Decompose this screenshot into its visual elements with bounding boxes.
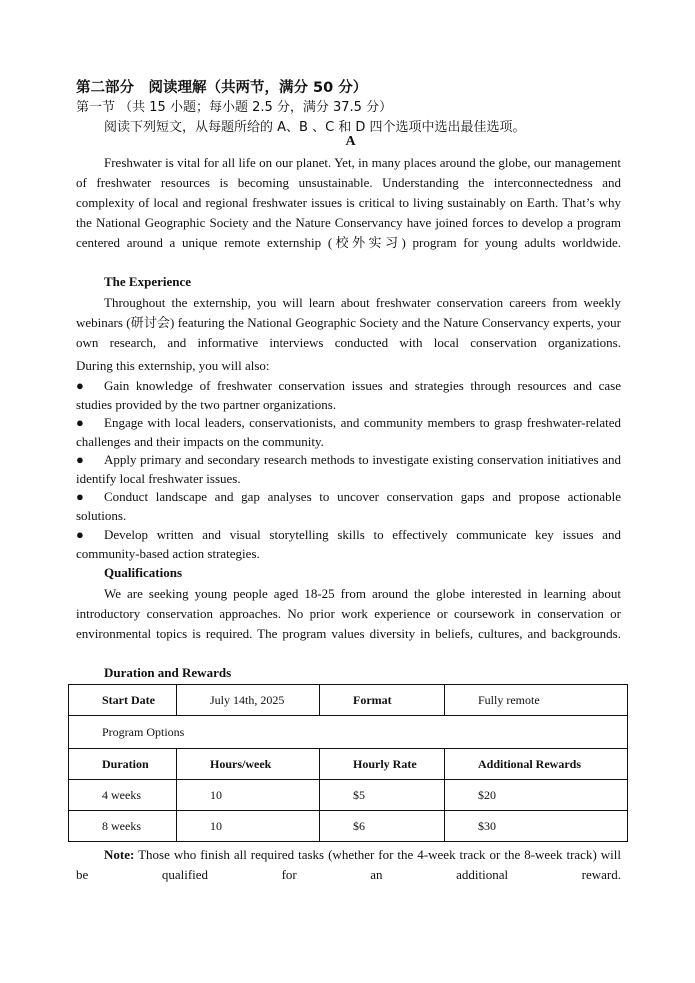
part-title: 第二部分 阅读理解（共两节，满分 50 分） <box>76 80 368 96</box>
table-cell: 8 weeks <box>69 811 177 842</box>
table-cell: 10 <box>177 811 320 842</box>
table-row <box>69 716 628 749</box>
column-header: Hourly Rate <box>320 749 445 780</box>
table-header-row <box>69 749 628 780</box>
intro-paragraph: Freshwater is vital for all life on our planet. Yet, in many places around the globe, our management of freshwater resources is becoming unsustainable. Understanding the interconnectedness and complexity of local and regional freshwater issues is critical to living sustainably on Earth. That’s why the National Geographic Society and the Nature Conservancy have joined forces to develop a program centered around a unique remote externship (校外实习) program for young adults worldwide. <box>76 155 621 250</box>
column-header: Additional Rewards <box>445 749 628 780</box>
table-cell: 4 weeks <box>69 780 177 811</box>
bullet-item: ● Apply primary and secondary research methods to investigate existing conservation initiatives and identify local freshwater issues. <box>76 452 621 486</box>
table-cell: 10 <box>177 780 320 811</box>
note-paragraph <box>76 845 621 905</box>
program-options-label: Program Options <box>69 716 628 749</box>
section-title: 第一节 （共 15 小题；每小题 2.5 分，满分 37.5 分） <box>76 100 393 115</box>
rewards-heading: Duration and Rewards <box>104 665 232 680</box>
bullet-item: ● Conduct landscape and gap analyses to uncover conservation gaps and propose actionable solutions. <box>76 489 621 523</box>
note-text: Those who finish all required tasks (whether for the 4-week track or the 8-week track) will be qualified for an additional reward. <box>76 847 621 882</box>
bullet-text: Apply primary and secondary research methods to investigate existing conservation initiatives and identify local freshwater issues. <box>76 452 621 486</box>
bullet-item: ● Gain knowledge of freshwater conservation issues and strategies through resources and case studies provided by the two partner organizations. <box>76 378 621 412</box>
bullet-text: Engage with local leaders, conservationists, and community members to grasp freshwater-related challenges and their impacts on the community. <box>76 415 621 449</box>
experience-paragraph: Throughout the externship, you will learn about freshwater conservation careers from weekly webinars (研讨会) featuring the National Geographic Society and the Nature Conservancy experts, your own research, and informative interviews conducted with local conservation organizations. <box>76 295 621 350</box>
table-row <box>69 811 628 842</box>
column-header: Duration <box>69 749 177 780</box>
column-header: Hours/week <box>177 749 320 780</box>
note-label: Note: <box>104 847 135 862</box>
experience-lead: During this externship, you will also: <box>76 358 270 373</box>
table-cell: $6 <box>320 811 445 842</box>
table-cell: $20 <box>445 780 628 811</box>
table-row <box>69 780 628 811</box>
bullet-text: Develop written and visual storytelling skills to effectively communicate key issues and community-based action strategies. <box>76 527 621 561</box>
start-date-value: July 14th, 2025 <box>177 685 320 716</box>
passage-letter: A <box>345 134 356 149</box>
bullet-item: ● Develop written and visual storytelling skills to effectively communicate key issues and community-based action strategies. <box>76 527 621 561</box>
table-cell: $5 <box>320 780 445 811</box>
table-row <box>69 685 628 716</box>
bullet-text: Gain knowledge of freshwater conservation issues and strategies through resources and case studies provided by the two partner organizations. <box>76 378 621 412</box>
qualifications-paragraph: We are seeking young people aged 18-25 from around the globe interested in learning about introductory conservation approaches. No prior work experience or coursework in conservation or environmental topics is required. The program values diversity in beliefs, cultures, and backgrounds. <box>76 586 621 641</box>
instruction: 阅读下列短文，从每题所给的 A、B 、C 和 D 四个选项中选出最佳选项。 <box>104 120 526 135</box>
table-cell: $30 <box>445 811 628 842</box>
qualifications-heading: Qualifications <box>104 565 183 580</box>
format-value: Fully remote <box>445 685 628 716</box>
start-date-label: Start Date <box>69 685 177 716</box>
experience-heading: The Experience <box>104 274 192 289</box>
bullet-text: Conduct landscape and gap analyses to uncover conservation gaps and propose actionable solutions. <box>76 489 621 523</box>
bullet-item: ● Engage with local leaders, conservationists, and community members to grasp freshwater-related challenges and their impacts on the community. <box>76 415 621 449</box>
format-label: Format <box>320 685 445 716</box>
rewards-table <box>68 684 628 842</box>
